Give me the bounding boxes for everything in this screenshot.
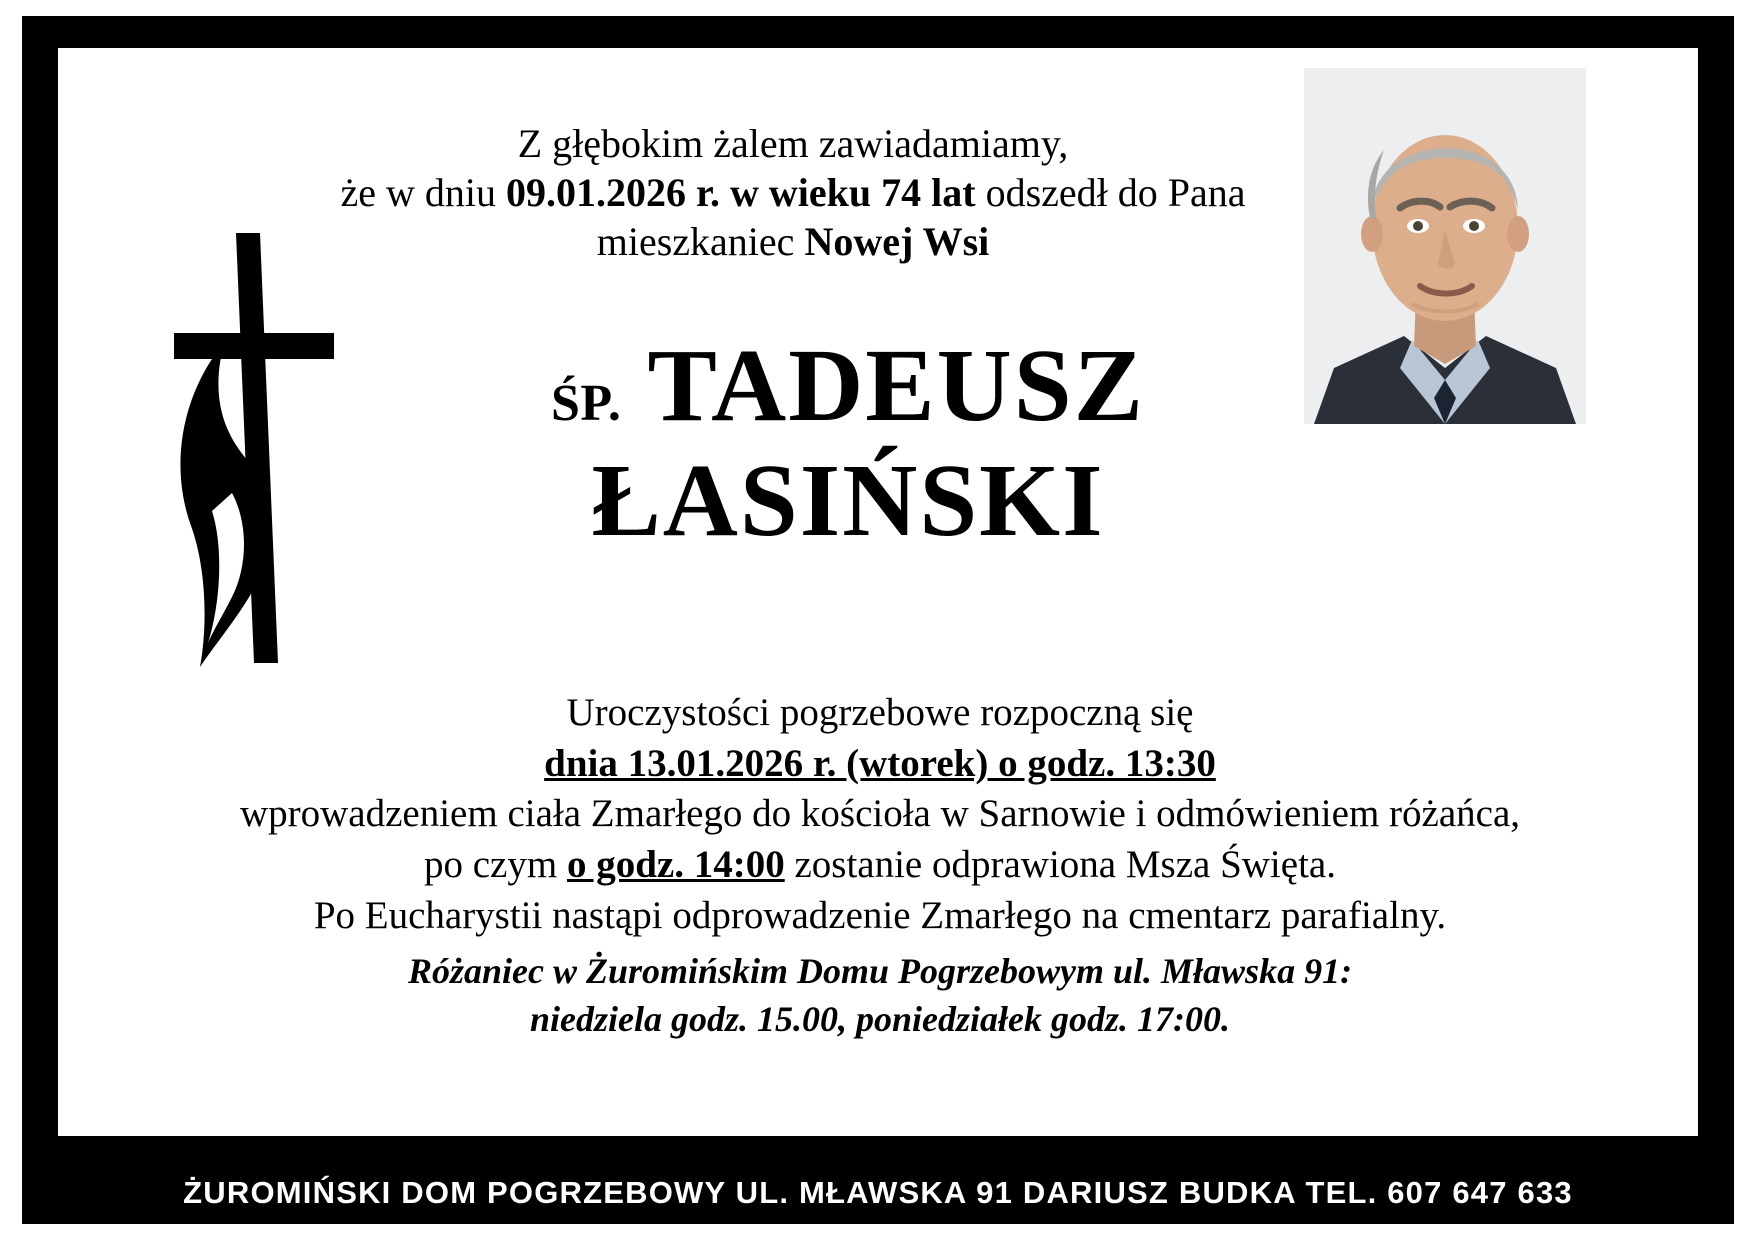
- rosary-line-1: Różaniec w Żuromińskim Domu Pogrzebowym ul. Mławska 91:: [407, 951, 1353, 991]
- ceremony-line-1: Uroczystości pogrzebowe rozpoczną się: [566, 691, 1194, 734]
- lead-line-3: [228, 218, 1358, 267]
- death-date-and-age: 09.01.2026 r. w wieku 74 lat: [505, 169, 976, 215]
- announcement-lead: [228, 120, 1358, 266]
- given-name: TADEUSZ: [647, 328, 1145, 443]
- lead-line-2-pre: że w dniu: [340, 169, 506, 215]
- ceremony-details: [120, 688, 1640, 941]
- lead-line-1: Z głębokim żalem zawiadamiamy,: [517, 121, 1069, 166]
- ceremony-line-4-post: zostanie odprawiona Msza Święta.: [784, 843, 1336, 887]
- lead-line-2: [228, 169, 1358, 218]
- ceremony-line-4: [120, 840, 1640, 891]
- rosary-line-2: niedziela godz. 15.00, poniedziałek godz. 17:00.: [530, 998, 1230, 1039]
- funeral-home-footer: [22, 1162, 1734, 1224]
- honorific-label: ŚP.: [551, 375, 622, 432]
- lead-line-3-pre: mieszkaniec: [596, 218, 805, 264]
- ceremony-line-5: Po Eucharystii nastąpi odprowadzenie Zmarłego na cmentarz parafialny.: [313, 893, 1447, 937]
- notice-content: [58, 48, 1698, 1136]
- funeral-home-contact: ŻUROMIŃSKI DOM POGRZEBOWY UL. MŁAWSKA 91 DARIUSZ BUDKA TEL. 607 647 633: [183, 1175, 1573, 1210]
- ceremony-line-4-pre: po czym: [424, 843, 567, 887]
- honorific-and-given-name: [288, 328, 1408, 443]
- deceased-name-block: [288, 328, 1408, 559]
- ceremony-datetime: dnia 13.01.2026 r. (wtorek) o godz. 13:30: [544, 741, 1216, 785]
- rosary-info: [120, 948, 1640, 1043]
- surname: ŁASIŃSKI: [591, 443, 1105, 559]
- residence-place: Nowej Wsi: [804, 218, 990, 264]
- lead-line-2-post: odszedł do Pana: [975, 169, 1246, 215]
- ceremony-line-3: wprowadzeniem ciała Zmarłego do kościoła w Sarnowie i odmówieniem różańca,: [239, 792, 1521, 836]
- mass-time: o godz. 14:00: [566, 843, 785, 887]
